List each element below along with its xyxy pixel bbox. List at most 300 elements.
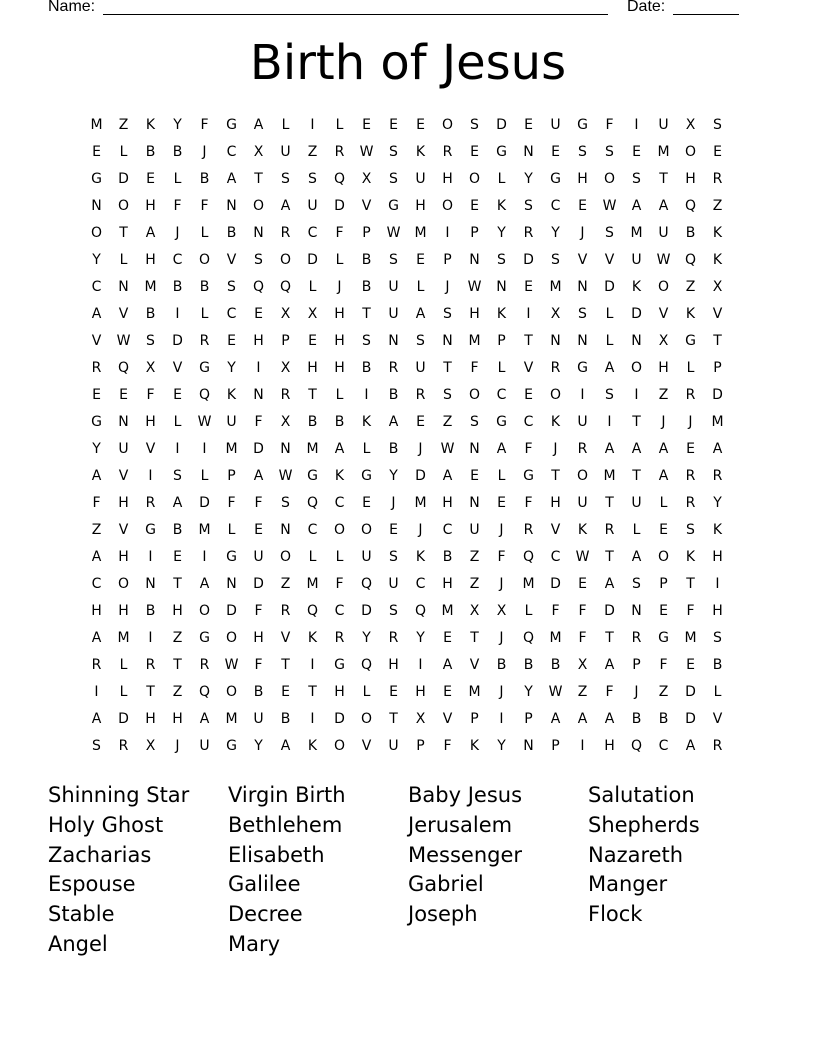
grid-letter[interactable]: J (661, 414, 666, 430)
grid-letter[interactable]: E (173, 387, 182, 403)
grid-letter[interactable]: L (632, 522, 641, 538)
grid-letter[interactable]: F (335, 225, 344, 241)
grid-letter[interactable]: L (335, 549, 344, 565)
grid-letter[interactable]: H (334, 306, 345, 322)
grid-letter[interactable]: K (415, 549, 426, 565)
grid-letter[interactable]: D (199, 495, 210, 511)
grid-letter[interactable]: L (200, 306, 209, 322)
grid-letter[interactable]: N (118, 279, 129, 295)
grid-letter[interactable]: A (631, 549, 642, 565)
grid-letter[interactable]: N (631, 603, 642, 619)
grid-letter[interactable]: P (470, 711, 479, 727)
grid-letter[interactable]: W (278, 468, 293, 484)
grid-letter[interactable]: O (360, 711, 373, 727)
grid-letter[interactable]: A (604, 441, 615, 457)
grid-letter[interactable]: S (578, 144, 587, 160)
grid-letter[interactable]: B (145, 603, 156, 619)
grid-letter[interactable]: R (685, 495, 696, 511)
grid-letter[interactable]: E (389, 684, 398, 700)
grid-letter[interactable]: P (281, 333, 290, 349)
grid-letter[interactable]: N (253, 387, 264, 403)
grid-letter[interactable]: S (227, 279, 236, 295)
grid-letter[interactable]: A (334, 441, 345, 457)
grid-letter[interactable]: O (198, 252, 211, 268)
grid-letter[interactable]: I (580, 738, 585, 754)
grid-letter[interactable]: I (175, 441, 180, 457)
grid-letter[interactable]: N (91, 198, 102, 214)
grid-letter[interactable]: R (577, 441, 588, 457)
grid-letter[interactable]: I (175, 306, 180, 322)
grid-letter[interactable]: I (310, 657, 315, 673)
grid-letter[interactable]: B (361, 360, 372, 376)
grid-letter[interactable]: H (145, 711, 156, 727)
grid-letter[interactable]: I (580, 387, 585, 403)
grid-letter[interactable]: N (226, 576, 237, 592)
grid-letter[interactable]: S (605, 144, 614, 160)
grid-letter[interactable]: R (388, 630, 399, 646)
grid-letter[interactable]: E (416, 117, 425, 133)
grid-letter[interactable]: D (712, 387, 723, 403)
grid-letter[interactable]: A (658, 441, 669, 457)
grid-letter[interactable]: T (254, 171, 263, 187)
grid-letter[interactable]: M (90, 117, 103, 133)
grid-letter[interactable]: X (415, 711, 426, 727)
grid-letter[interactable]: A (550, 711, 561, 727)
grid-letter[interactable]: L (362, 684, 371, 700)
grid-letter[interactable]: H (550, 495, 561, 511)
grid-letter[interactable]: Z (307, 144, 318, 160)
grid-letter[interactable]: J (499, 522, 504, 538)
grid-letter[interactable]: E (173, 549, 182, 565)
grid-letter[interactable]: Q (198, 387, 211, 403)
grid-letter[interactable]: C (334, 495, 345, 511)
grid-letter[interactable]: E (416, 252, 425, 268)
grid-letter[interactable]: H (658, 360, 669, 376)
grid-letter[interactable]: L (659, 495, 668, 511)
grid-letter[interactable]: S (389, 171, 398, 187)
grid-letter[interactable]: S (497, 252, 506, 268)
grid-letter[interactable]: G (496, 144, 507, 160)
grid-letter[interactable]: M (306, 441, 319, 457)
grid-letter[interactable]: G (334, 657, 345, 673)
grid-letter[interactable]: C (496, 387, 507, 403)
grid-letter[interactable]: N (280, 441, 291, 457)
grid-letter[interactable]: A (91, 306, 102, 322)
grid-letter[interactable]: T (281, 657, 290, 673)
grid-letter[interactable]: L (335, 387, 344, 403)
grid-letter[interactable]: F (443, 738, 452, 754)
grid-letter[interactable]: C (415, 576, 426, 592)
grid-letter[interactable]: F (254, 603, 263, 619)
grid-letter[interactable]: O (657, 279, 670, 295)
grid-letter[interactable]: H (145, 414, 156, 430)
grid-letter[interactable]: E (686, 657, 695, 673)
grid-letter[interactable]: D (550, 576, 561, 592)
grid-letter[interactable]: K (415, 144, 426, 160)
grid-letter[interactable]: C (334, 603, 345, 619)
grid-letter[interactable]: H (604, 738, 615, 754)
grid-letter[interactable]: Z (280, 576, 291, 592)
grid-letter[interactable]: V (172, 360, 183, 376)
grid-letter[interactable]: Y (173, 117, 182, 133)
grid-letter[interactable]: N (118, 414, 129, 430)
grid-letter[interactable]: A (253, 117, 264, 133)
grid-letter[interactable]: S (524, 198, 533, 214)
grid-letter[interactable]: U (361, 549, 372, 565)
grid-letter[interactable]: H (442, 576, 453, 592)
grid-letter[interactable]: U (388, 738, 399, 754)
grid-letter[interactable]: O (252, 198, 265, 214)
grid-letter[interactable]: A (226, 171, 237, 187)
grid-letter[interactable]: F (200, 198, 209, 214)
grid-letter[interactable]: A (442, 468, 453, 484)
grid-letter[interactable]: T (551, 468, 560, 484)
grid-letter[interactable]: H (334, 684, 345, 700)
grid-letter[interactable]: T (605, 549, 614, 565)
grid-letter[interactable]: E (389, 522, 398, 538)
grid-letter[interactable]: G (91, 171, 102, 187)
grid-letter[interactable]: E (389, 117, 398, 133)
grid-letter[interactable]: B (172, 279, 183, 295)
grid-letter[interactable]: J (499, 684, 504, 700)
grid-letter[interactable]: D (415, 468, 426, 484)
grid-letter[interactable]: L (605, 306, 614, 322)
grid-letter[interactable]: O (279, 549, 292, 565)
grid-letter[interactable]: R (280, 603, 291, 619)
grid-letter[interactable]: L (335, 252, 344, 268)
grid-letter[interactable]: O (576, 468, 589, 484)
grid-letter[interactable]: Y (362, 630, 371, 646)
grid-letter[interactable]: R (685, 468, 696, 484)
grid-letter[interactable]: M (468, 684, 481, 700)
grid-letter[interactable]: K (685, 306, 696, 322)
grid-letter[interactable]: B (712, 657, 723, 673)
grid-letter[interactable]: X (577, 657, 588, 673)
grid-letter[interactable]: Z (469, 576, 480, 592)
grid-letter[interactable]: G (658, 630, 669, 646)
grid-letter[interactable]: A (604, 576, 615, 592)
grid-letter[interactable]: U (388, 279, 399, 295)
grid-letter[interactable]: G (577, 117, 588, 133)
grid-letter[interactable]: R (280, 387, 291, 403)
grid-letter[interactable]: E (254, 522, 263, 538)
grid-letter[interactable]: M (306, 576, 319, 592)
grid-letter[interactable]: P (659, 576, 668, 592)
grid-letter[interactable]: D (118, 711, 129, 727)
grid-letter[interactable]: W (224, 657, 239, 673)
grid-letter[interactable]: A (91, 468, 102, 484)
grid-letter[interactable]: X (307, 306, 318, 322)
grid-letter[interactable]: R (199, 333, 210, 349)
grid-letter[interactable]: K (712, 225, 723, 241)
grid-letter[interactable]: M (549, 630, 562, 646)
grid-letter[interactable]: H (415, 198, 426, 214)
grid-letter[interactable]: O (549, 387, 562, 403)
grid-letter[interactable]: A (685, 738, 696, 754)
grid-letter[interactable]: S (362, 333, 371, 349)
grid-letter[interactable]: V (604, 252, 615, 268)
grid-letter[interactable]: H (253, 333, 264, 349)
grid-letter[interactable]: H (307, 360, 318, 376)
grid-letter[interactable]: R (145, 657, 156, 673)
grid-letter[interactable]: I (310, 117, 315, 133)
grid-letter[interactable]: E (146, 171, 155, 187)
grid-letter[interactable]: H (388, 657, 399, 673)
grid-letter[interactable]: O (225, 630, 238, 646)
grid-letter[interactable]: G (226, 117, 237, 133)
grid-letter[interactable]: F (335, 576, 344, 592)
grid-letter[interactable]: O (333, 522, 346, 538)
grid-letter[interactable]: V (442, 711, 453, 727)
grid-letter[interactable]: X (280, 360, 291, 376)
grid-letter[interactable]: E (443, 684, 452, 700)
grid-letter[interactable]: F (470, 360, 479, 376)
grid-letter[interactable]: F (254, 414, 263, 430)
grid-letter[interactable]: R (442, 144, 453, 160)
grid-letter[interactable]: T (659, 171, 668, 187)
grid-letter[interactable]: F (659, 657, 668, 673)
grid-letter[interactable]: P (551, 738, 560, 754)
grid-letter[interactable]: K (361, 414, 372, 430)
grid-letter[interactable]: P (227, 468, 236, 484)
grid-letter[interactable]: M (657, 144, 670, 160)
grid-letter[interactable]: Z (658, 684, 669, 700)
grid-letter[interactable]: S (389, 549, 398, 565)
grid-letter[interactable]: E (578, 576, 587, 592)
grid-letter[interactable]: S (605, 387, 614, 403)
grid-letter[interactable]: A (253, 468, 264, 484)
grid-letter[interactable]: N (577, 279, 588, 295)
grid-letter[interactable]: M (414, 495, 427, 511)
grid-letter[interactable]: L (686, 360, 695, 376)
grid-letter[interactable]: B (685, 225, 696, 241)
grid-letter[interactable]: J (499, 576, 504, 592)
grid-letter[interactable]: Q (360, 576, 373, 592)
grid-letter[interactable]: K (712, 522, 723, 538)
grid-letter[interactable]: V (550, 522, 561, 538)
grid-letter[interactable]: H (442, 495, 453, 511)
grid-letter[interactable]: Q (684, 252, 697, 268)
grid-letter[interactable]: C (91, 576, 102, 592)
grid-letter[interactable]: B (172, 522, 183, 538)
grid-letter[interactable]: B (388, 387, 399, 403)
grid-letter[interactable]: S (92, 738, 101, 754)
grid-letter[interactable]: J (553, 441, 558, 457)
grid-letter[interactable]: C (442, 522, 453, 538)
grid-letter[interactable]: S (173, 468, 182, 484)
grid-letter[interactable]: C (172, 252, 183, 268)
grid-letter[interactable]: A (658, 468, 669, 484)
grid-letter[interactable]: S (443, 306, 452, 322)
grid-letter[interactable]: E (524, 117, 533, 133)
grid-letter[interactable]: E (254, 306, 263, 322)
grid-letter[interactable]: U (388, 576, 399, 592)
grid-letter[interactable]: D (685, 684, 696, 700)
grid-letter[interactable]: T (632, 468, 641, 484)
grid-letter[interactable]: Q (630, 738, 643, 754)
grid-letter[interactable]: G (685, 333, 696, 349)
grid-letter[interactable]: G (307, 468, 318, 484)
grid-letter[interactable]: L (119, 684, 128, 700)
grid-letter[interactable]: T (443, 360, 452, 376)
grid-letter[interactable]: S (632, 576, 641, 592)
grid-letter[interactable]: D (226, 603, 237, 619)
grid-letter[interactable]: S (308, 171, 317, 187)
grid-letter[interactable]: B (631, 711, 642, 727)
grid-letter[interactable]: J (688, 414, 693, 430)
grid-letter[interactable]: B (361, 252, 372, 268)
grid-letter[interactable]: R (199, 657, 210, 673)
grid-letter[interactable]: A (91, 630, 102, 646)
grid-letter[interactable]: L (200, 468, 209, 484)
grid-letter[interactable]: H (172, 603, 183, 619)
grid-letter[interactable]: I (526, 306, 531, 322)
grid-letter[interactable]: P (632, 657, 641, 673)
grid-letter[interactable]: E (470, 468, 479, 484)
grid-letter[interactable]: K (469, 738, 480, 754)
grid-letter[interactable]: G (550, 171, 561, 187)
grid-letter[interactable]: E (443, 630, 452, 646)
grid-letter[interactable]: H (145, 198, 156, 214)
grid-letter[interactable]: O (117, 576, 130, 592)
grid-letter[interactable]: Y (551, 225, 560, 241)
grid-letter[interactable]: E (470, 198, 479, 214)
grid-letter[interactable]: C (658, 738, 669, 754)
grid-letter[interactable]: P (470, 225, 479, 241)
grid-letter[interactable]: N (631, 333, 642, 349)
grid-letter[interactable]: R (631, 630, 642, 646)
grid-letter[interactable]: D (604, 603, 615, 619)
grid-letter[interactable]: P (443, 252, 452, 268)
grid-letter[interactable]: U (631, 252, 642, 268)
grid-letter[interactable]: D (685, 711, 696, 727)
grid-letter[interactable]: Q (306, 495, 319, 511)
grid-letter[interactable]: O (117, 198, 130, 214)
grid-letter[interactable]: I (445, 225, 450, 241)
grid-letter[interactable]: Y (497, 738, 506, 754)
grid-letter[interactable]: U (631, 495, 642, 511)
grid-letter[interactable]: E (578, 198, 587, 214)
grid-letter[interactable]: T (605, 495, 614, 511)
grid-letter[interactable]: T (362, 306, 371, 322)
grid-letter[interactable]: O (90, 225, 103, 241)
grid-letter[interactable]: Q (522, 549, 535, 565)
grid-letter[interactable]: R (388, 360, 399, 376)
grid-letter[interactable]: H (577, 171, 588, 187)
grid-letter[interactable]: M (549, 279, 562, 295)
grid-letter[interactable]: X (469, 603, 480, 619)
grid-letter[interactable]: T (119, 225, 128, 241)
grid-letter[interactable]: A (280, 738, 291, 754)
grid-letter[interactable]: O (441, 198, 454, 214)
grid-letter[interactable]: F (146, 387, 155, 403)
grid-letter[interactable]: R (280, 225, 291, 241)
grid-letter[interactable]: H (172, 711, 183, 727)
grid-letter[interactable]: T (308, 684, 317, 700)
grid-letter[interactable]: N (550, 333, 561, 349)
grid-letter[interactable]: V (118, 468, 129, 484)
grid-letter[interactable]: B (550, 657, 561, 673)
grid-letter[interactable]: U (307, 198, 318, 214)
grid-letter[interactable]: N (469, 252, 480, 268)
grid-letter[interactable]: G (145, 522, 156, 538)
grid-letter[interactable]: R (415, 387, 426, 403)
grid-letter[interactable]: K (145, 117, 156, 133)
grid-letter[interactable]: S (281, 171, 290, 187)
grid-letter[interactable]: I (148, 549, 153, 565)
grid-letter[interactable]: F (200, 117, 209, 133)
grid-letter[interactable]: D (604, 279, 615, 295)
grid-letter[interactable]: R (712, 738, 723, 754)
grid-letter[interactable]: L (605, 333, 614, 349)
grid-letter[interactable]: K (577, 522, 588, 538)
grid-letter[interactable]: Y (92, 252, 101, 268)
grid-letter[interactable]: I (94, 684, 99, 700)
grid-letter[interactable]: I (256, 360, 261, 376)
grid-letter[interactable]: T (470, 630, 479, 646)
grid-letter[interactable]: L (308, 549, 317, 565)
grid-letter[interactable]: A (199, 711, 210, 727)
grid-letter[interactable]: S (686, 522, 695, 538)
grid-letter[interactable]: F (578, 630, 587, 646)
grid-letter[interactable]: H (118, 495, 129, 511)
grid-letter[interactable]: H (442, 171, 453, 187)
grid-letter[interactable]: J (634, 684, 639, 700)
grid-letter[interactable]: V (145, 441, 156, 457)
grid-letter[interactable]: S (578, 306, 587, 322)
grid-letter[interactable]: R (685, 387, 696, 403)
grid-letter[interactable]: L (308, 279, 317, 295)
grid-letter[interactable]: S (416, 333, 425, 349)
grid-letter[interactable]: M (711, 414, 724, 430)
grid-letter[interactable]: A (604, 360, 615, 376)
grid-letter[interactable]: S (254, 252, 263, 268)
grid-letter[interactable]: R (91, 360, 102, 376)
grid-letter[interactable]: I (634, 387, 639, 403)
grid-letter[interactable]: U (658, 225, 669, 241)
grid-letter[interactable]: U (469, 522, 480, 538)
grid-letter[interactable]: A (712, 441, 723, 457)
grid-letter[interactable]: T (146, 684, 155, 700)
grid-letter[interactable]: B (523, 657, 534, 673)
grid-letter[interactable]: M (603, 468, 616, 484)
grid-letter[interactable]: L (227, 522, 236, 538)
grid-letter[interactable]: H (712, 603, 723, 619)
grid-letter[interactable]: F (551, 603, 560, 619)
grid-letter[interactable]: A (604, 711, 615, 727)
grid-letter[interactable]: V (118, 522, 129, 538)
grid-letter[interactable]: G (523, 468, 534, 484)
grid-letter[interactable]: T (173, 657, 182, 673)
grid-letter[interactable]: J (202, 144, 207, 160)
grid-letter[interactable]: I (310, 711, 315, 727)
grid-letter[interactable]: B (145, 306, 156, 322)
grid-letter[interactable]: W (386, 225, 401, 241)
grid-letter[interactable]: E (92, 144, 101, 160)
grid-letter[interactable]: Y (713, 495, 722, 511)
grid-letter[interactable]: B (334, 414, 345, 430)
grid-letter[interactable]: D (361, 603, 372, 619)
grid-letter[interactable]: V (361, 738, 372, 754)
grid-letter[interactable]: E (92, 387, 101, 403)
grid-letter[interactable]: H (91, 603, 102, 619)
grid-letter[interactable]: L (713, 684, 722, 700)
grid-letter[interactable]: E (659, 522, 668, 538)
grid-letter[interactable]: O (684, 144, 697, 160)
grid-letter[interactable]: H (145, 252, 156, 268)
grid-letter[interactable]: Z (91, 522, 102, 538)
grid-letter[interactable]: I (715, 576, 720, 592)
